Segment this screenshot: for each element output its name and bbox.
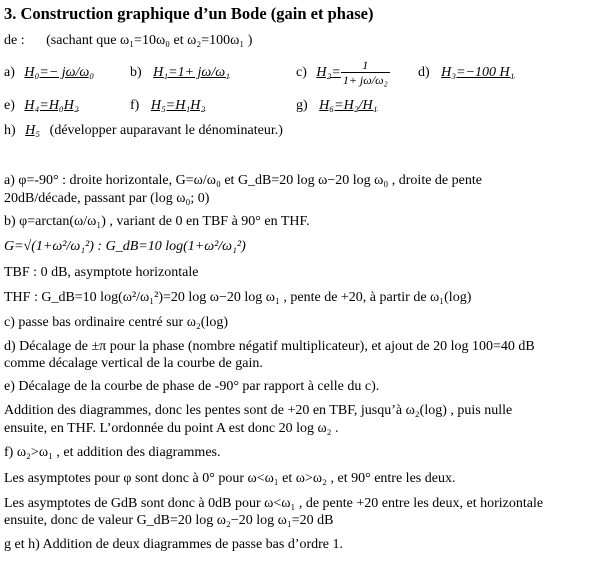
item-g (296, 97, 377, 115)
item-c-fraction (341, 58, 390, 87)
addition-line2: ensuite, en THF. L’ordonnée du point A est donc 20 log ω₂ . (4, 421, 339, 436)
answer-a-line2: 20dB/décade, passant par (log ω₀; 0) (4, 191, 210, 206)
item-e-label: e) (4, 98, 15, 113)
item-g-label: g) (296, 98, 308, 113)
answer-tbf: TBF : 0 dB, asymptote horizontale (4, 265, 199, 280)
item-h-text: (développer auparavant le dénominateur.) (49, 123, 283, 138)
item-d-label: d) (418, 65, 430, 80)
answer-g-h: g et h) Addition de deux diagrammes de passe bas d’ordre 1. (4, 537, 344, 552)
intro-label: de : (4, 33, 25, 48)
item-d-expr: H₃=−100 H₁ (441, 65, 515, 80)
answer-e: e) Décalage de la courbe de phase de -90° par rapport à celle du c). (4, 379, 380, 394)
answer-thf: THF : G_dB=10 log(ω²/ω₁²)=20 log ω−20 log ω₁ , pente de +20, à partir de ω₁(log) (4, 290, 472, 305)
answer-d-line2: comme décalage vertical de la courbe de gain. (4, 356, 263, 371)
item-f-label: f) (130, 98, 140, 113)
intro-given: (sachant que ω₁=10ω₀ et ω₂=100ω₁ ) (46, 33, 253, 48)
item-a-expr: H₀=− jω/ω₀ (24, 65, 95, 80)
answer-f: f) ω₂>ω₁ , et addition des diagrammes. (4, 445, 221, 460)
item-a-label: a) (4, 65, 15, 80)
answer-c: c) passe bas ordinaire centré sur ω₂(log) (4, 315, 229, 330)
item-a (4, 64, 94, 82)
item-e-expr: H₄=H₀H₂ (24, 98, 79, 113)
item-e (4, 97, 79, 115)
answer-b-line1: b) φ=arctan(ω/ω₁) , variant de 0 en TBF à 90° en THF. (4, 214, 310, 229)
asymptotes-gain-line1: Les asymptotes de GdB sont donc à 0dB pour ω<ω₁ , de pente +20 entre les deux, et horizontale (4, 496, 544, 511)
item-f-expr: H₅=H₁H₂ (150, 98, 206, 113)
item-c (296, 58, 390, 88)
answer-b-line2: G=√(1+ω²/ω₁²) : G_dB=10 log(1+ω²/ω₁²) (4, 239, 246, 254)
item-c-lhs: H₂= (316, 65, 341, 80)
item-g-expr: H₆=H₂/H₁ (319, 98, 378, 113)
answer-d-line1: d) Décalage de ±π pour la phase (nombre négatif multiplicateur), et ajout de 20 log 100=40 dB (4, 339, 535, 354)
item-c-numerator: 1 (341, 58, 390, 73)
item-b-expr: H₁=1+ jω/ω₁ (153, 65, 230, 80)
asymptotes-phi: Les asymptotes pour φ sont donc à 0° pour ω<ω₁ et ω>ω₂ , et 90° entre les deux. (4, 471, 456, 486)
item-d (418, 64, 515, 82)
item-b-label: b) (130, 65, 142, 80)
section-title: 3. Construction graphique d’un Bode (gain et phase) (4, 4, 374, 23)
intro-line (4, 32, 252, 50)
item-f (130, 97, 205, 115)
item-h (4, 122, 283, 140)
item-h-expr: H₅ (25, 123, 41, 138)
asymptotes-gain-line2: ensuite, donc de valeur G_dB=20 log ω₂−20 log ω₁=20 dB (4, 513, 334, 528)
item-c-denominator: 1+ jω/ω₂ (342, 73, 388, 88)
addition-line1: Addition des diagrammes, donc les pentes sont de +20 en TBF, jusqu’à ω₂(log) , puis nulle (4, 403, 513, 418)
answer-a-line1: a) φ=-90° : droite horizontale, G=ω/ω₀ et G_dB=20 log ω−20 log ω₀ , droite de pente (4, 173, 482, 188)
item-b (130, 64, 230, 82)
item-h-label: h) (4, 123, 16, 138)
item-c-label: c) (296, 65, 307, 80)
